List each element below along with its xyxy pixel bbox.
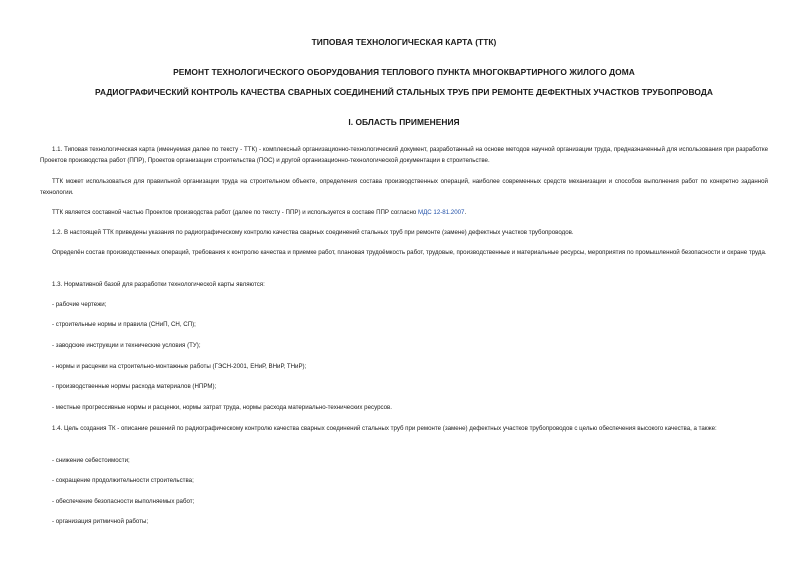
list-item: - организация ритмичной работы; (52, 518, 149, 525)
document-type-heading: ТИПОВАЯ ТЕХНОЛОГИЧЕСКАЯ КАРТА (ТТК) (311, 37, 497, 47)
mds-reference-link[interactable]: МДС 12-81.2007 (417, 209, 465, 216)
paragraph-ttk-part (40, 208, 768, 219)
list-item: - строительные нормы и правила (СНиП, СН, СП); (52, 321, 196, 328)
list-item: - местные прогрессивные нормы и расценки, нормы затрат труда, нормы расхода материально-технических ресурсов. (52, 404, 393, 411)
paragraph-1-1: 1.1. Типовая технологическая карта (именуемая далее по тексту - ТТК) - комплексный организационно-технологический документ, разработанный на основе методов научной организации труда, предназначенный для использования при разработке Проектов производства работ (ППР), Проектов организации строительства (ПОС) и другой организационно-технологической документации в строительстве. (40, 146, 768, 164)
document-title: РЕМОНТ ТЕХНОЛОГИЧЕСКОГО ОБОРУДОВАНИЯ ТЕПЛОВОГО ПУНКТА МНОГОКВАРТИРНОГО ЖИЛОГО ДОМА (173, 67, 635, 77)
list-item: - сокращение продолжительности строительства; (52, 477, 194, 484)
paragraph-ttk-part-text: ТТК является составной частью Проектов производства работ (далее по тексту - ППР) и используется в составе ППР согласно (52, 209, 418, 216)
list-item: - снижение себестоимости; (52, 457, 130, 464)
list-item: - заводские инструкции и технические условия (ТУ); (52, 342, 201, 349)
paragraph-ttk-part-end: . (464, 209, 467, 216)
paragraph-ttk-usage: ТТК может использоваться для правильной организации труда на строительном объекте, определения состава производственных операций, наиболее современных средств механизации и способов выполнения работ по конкретно заданной технологии. (40, 178, 768, 196)
section-heading: I. ОБЛАСТЬ ПРИМЕНЕНИЯ (348, 117, 460, 127)
list-item: - нормы и расценки на строительно-монтажные работы (ГЭСН-2001, ЕНиР, ВНиР, ТНиР); (52, 363, 307, 370)
list-item: - производственные нормы расхода материалов (НПРМ); (52, 383, 217, 390)
paragraph-1-2: 1.2. В настоящей ТТК приведены указания по радиографическому контролю качества сварных соединений стальных труб при ремонте (замене) дефектных участков трубопроводов. (52, 229, 574, 236)
list-item: - рабочие чертежи; (52, 301, 107, 308)
document-subtitle: РАДИОГРАФИЧЕСКИЙ КОНТРОЛЬ КАЧЕСТВА СВАРНЫХ СОЕДИНЕНИЙ СТАЛЬНЫХ ТРУБ ПРИ РЕМОНТЕ ДЕФЕКТНЫХ УЧАСТКОВ ТРУБОПРОВОДА (95, 87, 713, 97)
list-item: - обеспечение безопасности выполняемых работ; (52, 498, 195, 505)
paragraph-operations: Определён состав производственных операций, требования к контролю качества и приемке работ, плановая трудоёмкость работ, трудовые, производственные и материальные ресурсы, мероприятия по промышленной безопасности и охране труда. (52, 249, 767, 256)
paragraph-1-3: 1.3. Нормативной базой для разработки технологической карты являются: (52, 281, 265, 288)
paragraph-1-4: 1.4. Цель создания ТК - описание решений по радиографическому контролю качества сварных соединений стальных труб при ремонте (замене) дефектных участков трубопроводов с целью обеспечения высокого качества, а также: (52, 425, 717, 432)
